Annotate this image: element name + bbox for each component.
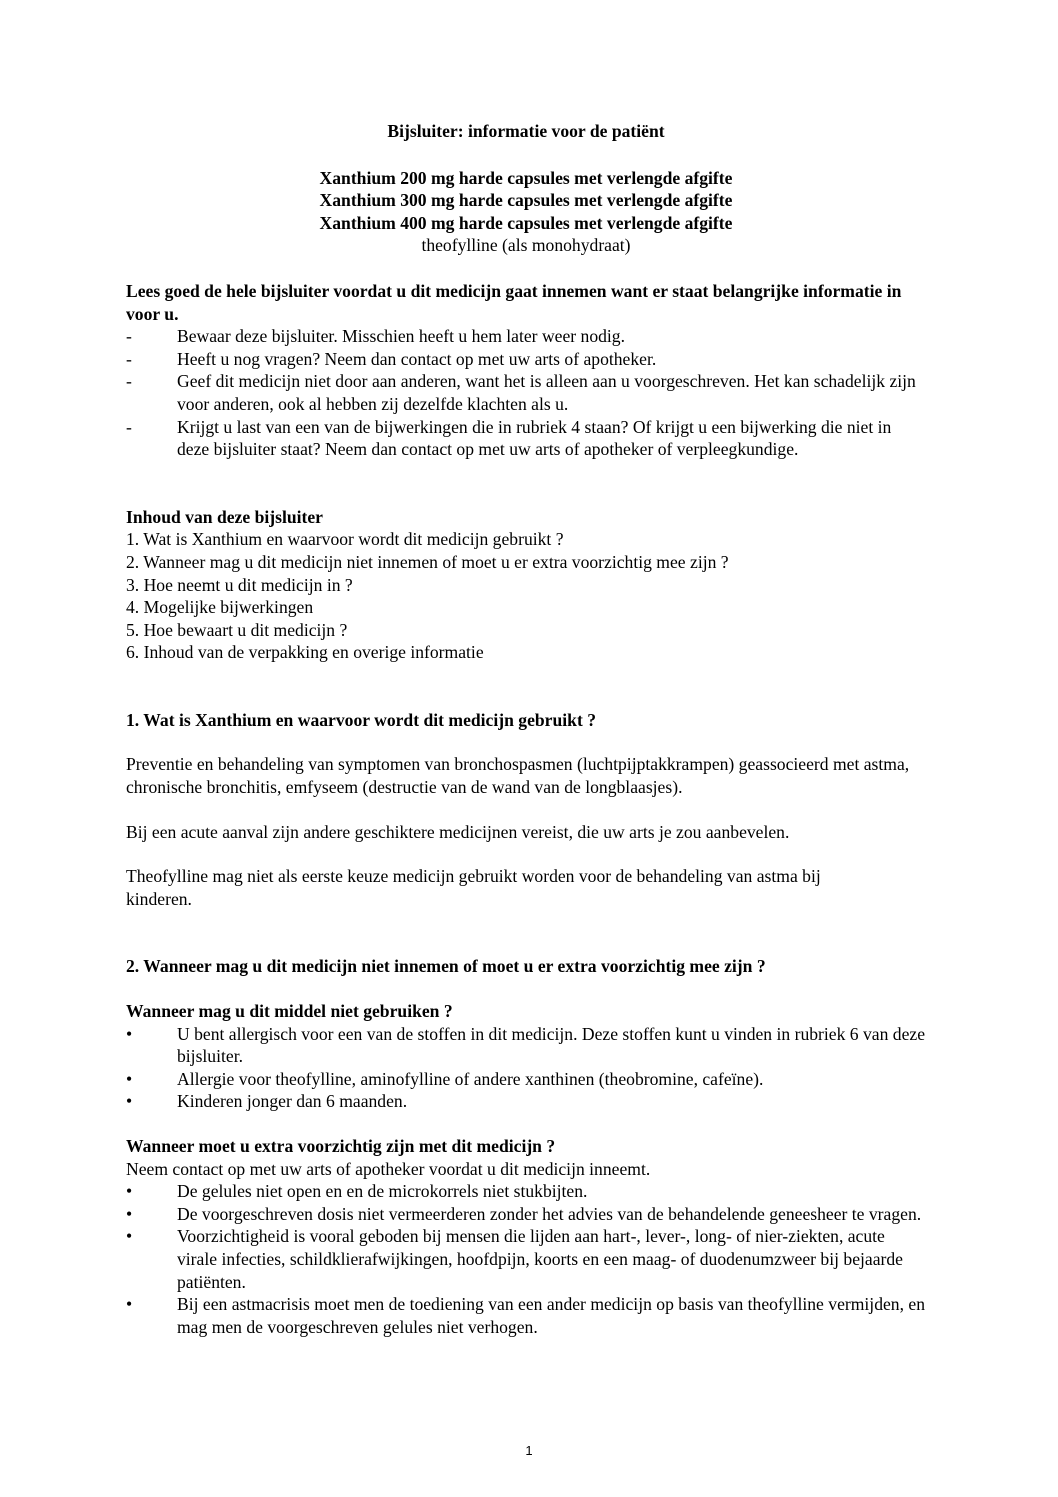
list-item [126, 1203, 926, 1226]
list-item-text: Bewaar deze bijsluiter. Misschien heeft u hem later weer nodig. [177, 326, 625, 347]
product-name: Xanthium 300 mg harde capsules met verlengde afgifte [319, 190, 733, 211]
product-name: Xanthium 200 mg harde capsules met verlengde afgifte [319, 167, 733, 188]
dash-marker: - [126, 348, 132, 369]
list-item [126, 1180, 926, 1203]
bullet-marker: • [126, 1068, 133, 1089]
intro-list [126, 325, 926, 461]
bullet-marker: • [126, 1203, 133, 1224]
toc-item: 1. Wat is Xanthium en waarvoor wordt dit medicijn gebruikt ? [126, 529, 564, 550]
bullet-marker: • [126, 1226, 133, 1247]
document-title: Bijsluiter: informatie voor de patiënt [387, 121, 665, 141]
section-1-heading: 1. Wat is Xanthium en waarvoor wordt dit medicijn gebruikt ? [126, 709, 596, 730]
page-number: 1 [525, 1443, 533, 1458]
dash-marker: - [126, 326, 132, 347]
toc-item: 3. Hoe neemt u dit medicijn in ? [126, 574, 353, 595]
list-item [126, 1293, 926, 1338]
list-item-text: Voorzichtigheid is vooral geboden bij mensen die lijden aan hart-, lever-, long- of nier-ziekten, acute virale infecties, schildklierafwijkingen, hoofdpijn, koorts en een maag- of duodenumzweer bij bejaarde patiënten. [177, 1226, 903, 1292]
bullet-marker: • [126, 1181, 133, 1202]
document-page [126, 120, 926, 1338]
list-item-text: Allergie voor theofylline, aminofylline of andere xanthinen (theobromine, cafeïne). [177, 1068, 764, 1089]
list-item [126, 1068, 926, 1091]
list-item-text: Heeft u nog vragen? Neem dan contact op met uw arts of apotheker. [177, 348, 657, 369]
list-item-text: U bent allergisch voor een van de stoffen in dit medicijn. Deze stoffen kunt u vinden in rubriek 6 van deze bijsluiter. [177, 1023, 926, 1067]
section-1-paragraph: Theofylline mag niet als eerste keuze medicijn gebruikt worden voor de behandeling van astma bij kinderen. [126, 866, 821, 909]
dash-marker: - [126, 416, 132, 437]
dash-marker: - [126, 371, 132, 392]
table-of-contents [126, 528, 926, 664]
product-name: Xanthium 400 mg harde capsules met verlengde afgifte [319, 212, 733, 233]
toc-item: 6. Inhoud van de verpakking en overige informatie [126, 642, 484, 663]
bullet-marker: • [126, 1294, 133, 1315]
section-2-heading: 2. Wanneer mag u dit medicijn niet innemen of moet u er extra voorzichtig mee zijn ? [126, 956, 766, 977]
toc-item: 2. Wanneer mag u dit medicijn niet innemen of moet u er extra voorzichtig mee zijn ? [126, 551, 729, 572]
list-item [126, 325, 926, 348]
active-substance: theofylline (als monohydraat) [421, 235, 631, 256]
subsection-intro: Neem contact op met uw arts of apotheker voordat u dit medicijn inneemt. [126, 1158, 651, 1179]
list-item [126, 1225, 926, 1293]
list-item-text: De voorgeschreven dosis niet vermeerderen zonder het advies van de behandelende geneesheer te vragen. [177, 1203, 922, 1224]
contraindications-list [126, 1023, 926, 1113]
toc-item: 4. Mogelijke bijwerkingen [126, 597, 314, 618]
section-1-paragraph: Bij een acute aanval zijn andere geschiktere medicijnen vereist, die uw arts je zou aanbevelen. [126, 821, 790, 842]
bullet-marker: • [126, 1091, 133, 1112]
toc-item: 5. Hoe bewaart u dit medicijn ? [126, 619, 348, 640]
list-item [126, 370, 926, 415]
precautions-list [126, 1180, 926, 1338]
toc-heading: Inhoud van deze bijsluiter [126, 506, 323, 527]
list-item-text: Geef dit medicijn niet door aan anderen, want het is alleen aan u voorgeschreven. Het kan schadelijk zijn voor anderen, ook al hebben zij dezelfde klachten als u. [177, 371, 916, 414]
list-item-text: Krijgt u last van een van de bijwerkingen die in rubriek 4 staan? Of krijgt u een bijwerking die niet in deze bijsluiter staat? Neem dan contact op met uw arts of apotheker of verpleegkundige. [177, 416, 892, 460]
list-item [126, 348, 926, 371]
list-item-text: Kinderen jonger dan 6 maanden. [177, 1091, 408, 1112]
product-names [126, 167, 926, 235]
section-1-paragraph: Preventie en behandeling van symptomen van bronchospasmen (luchtpijptakkrampen) geassocieerd met astma, chronische bronchitis, emfyseem (destructie van de wand van de longblaasjes). [126, 754, 910, 798]
list-item-text: De gelules niet open en en de microkorrels niet stukbijten. [177, 1181, 588, 1202]
bullet-marker: • [126, 1023, 133, 1044]
subsection-heading: Wanneer moet u extra voorzichtig zijn met dit medicijn ? [126, 1136, 556, 1156]
intro-heading: Lees goed de hele bijsluiter voordat u dit medicijn gaat innemen want er staat belangrijke informatie in voor u. [126, 280, 902, 324]
subsection-heading: Wanneer mag u dit middel niet gebruiken ? [126, 1001, 453, 1022]
list-item [126, 1023, 926, 1068]
list-item [126, 1090, 926, 1113]
list-item-text: Bij een astmacrisis moet men de toediening van een ander medicijn op basis van theofylline vermijden, en mag men de voorgeschreven gelules niet verhogen. [177, 1294, 926, 1337]
list-item [126, 416, 926, 461]
